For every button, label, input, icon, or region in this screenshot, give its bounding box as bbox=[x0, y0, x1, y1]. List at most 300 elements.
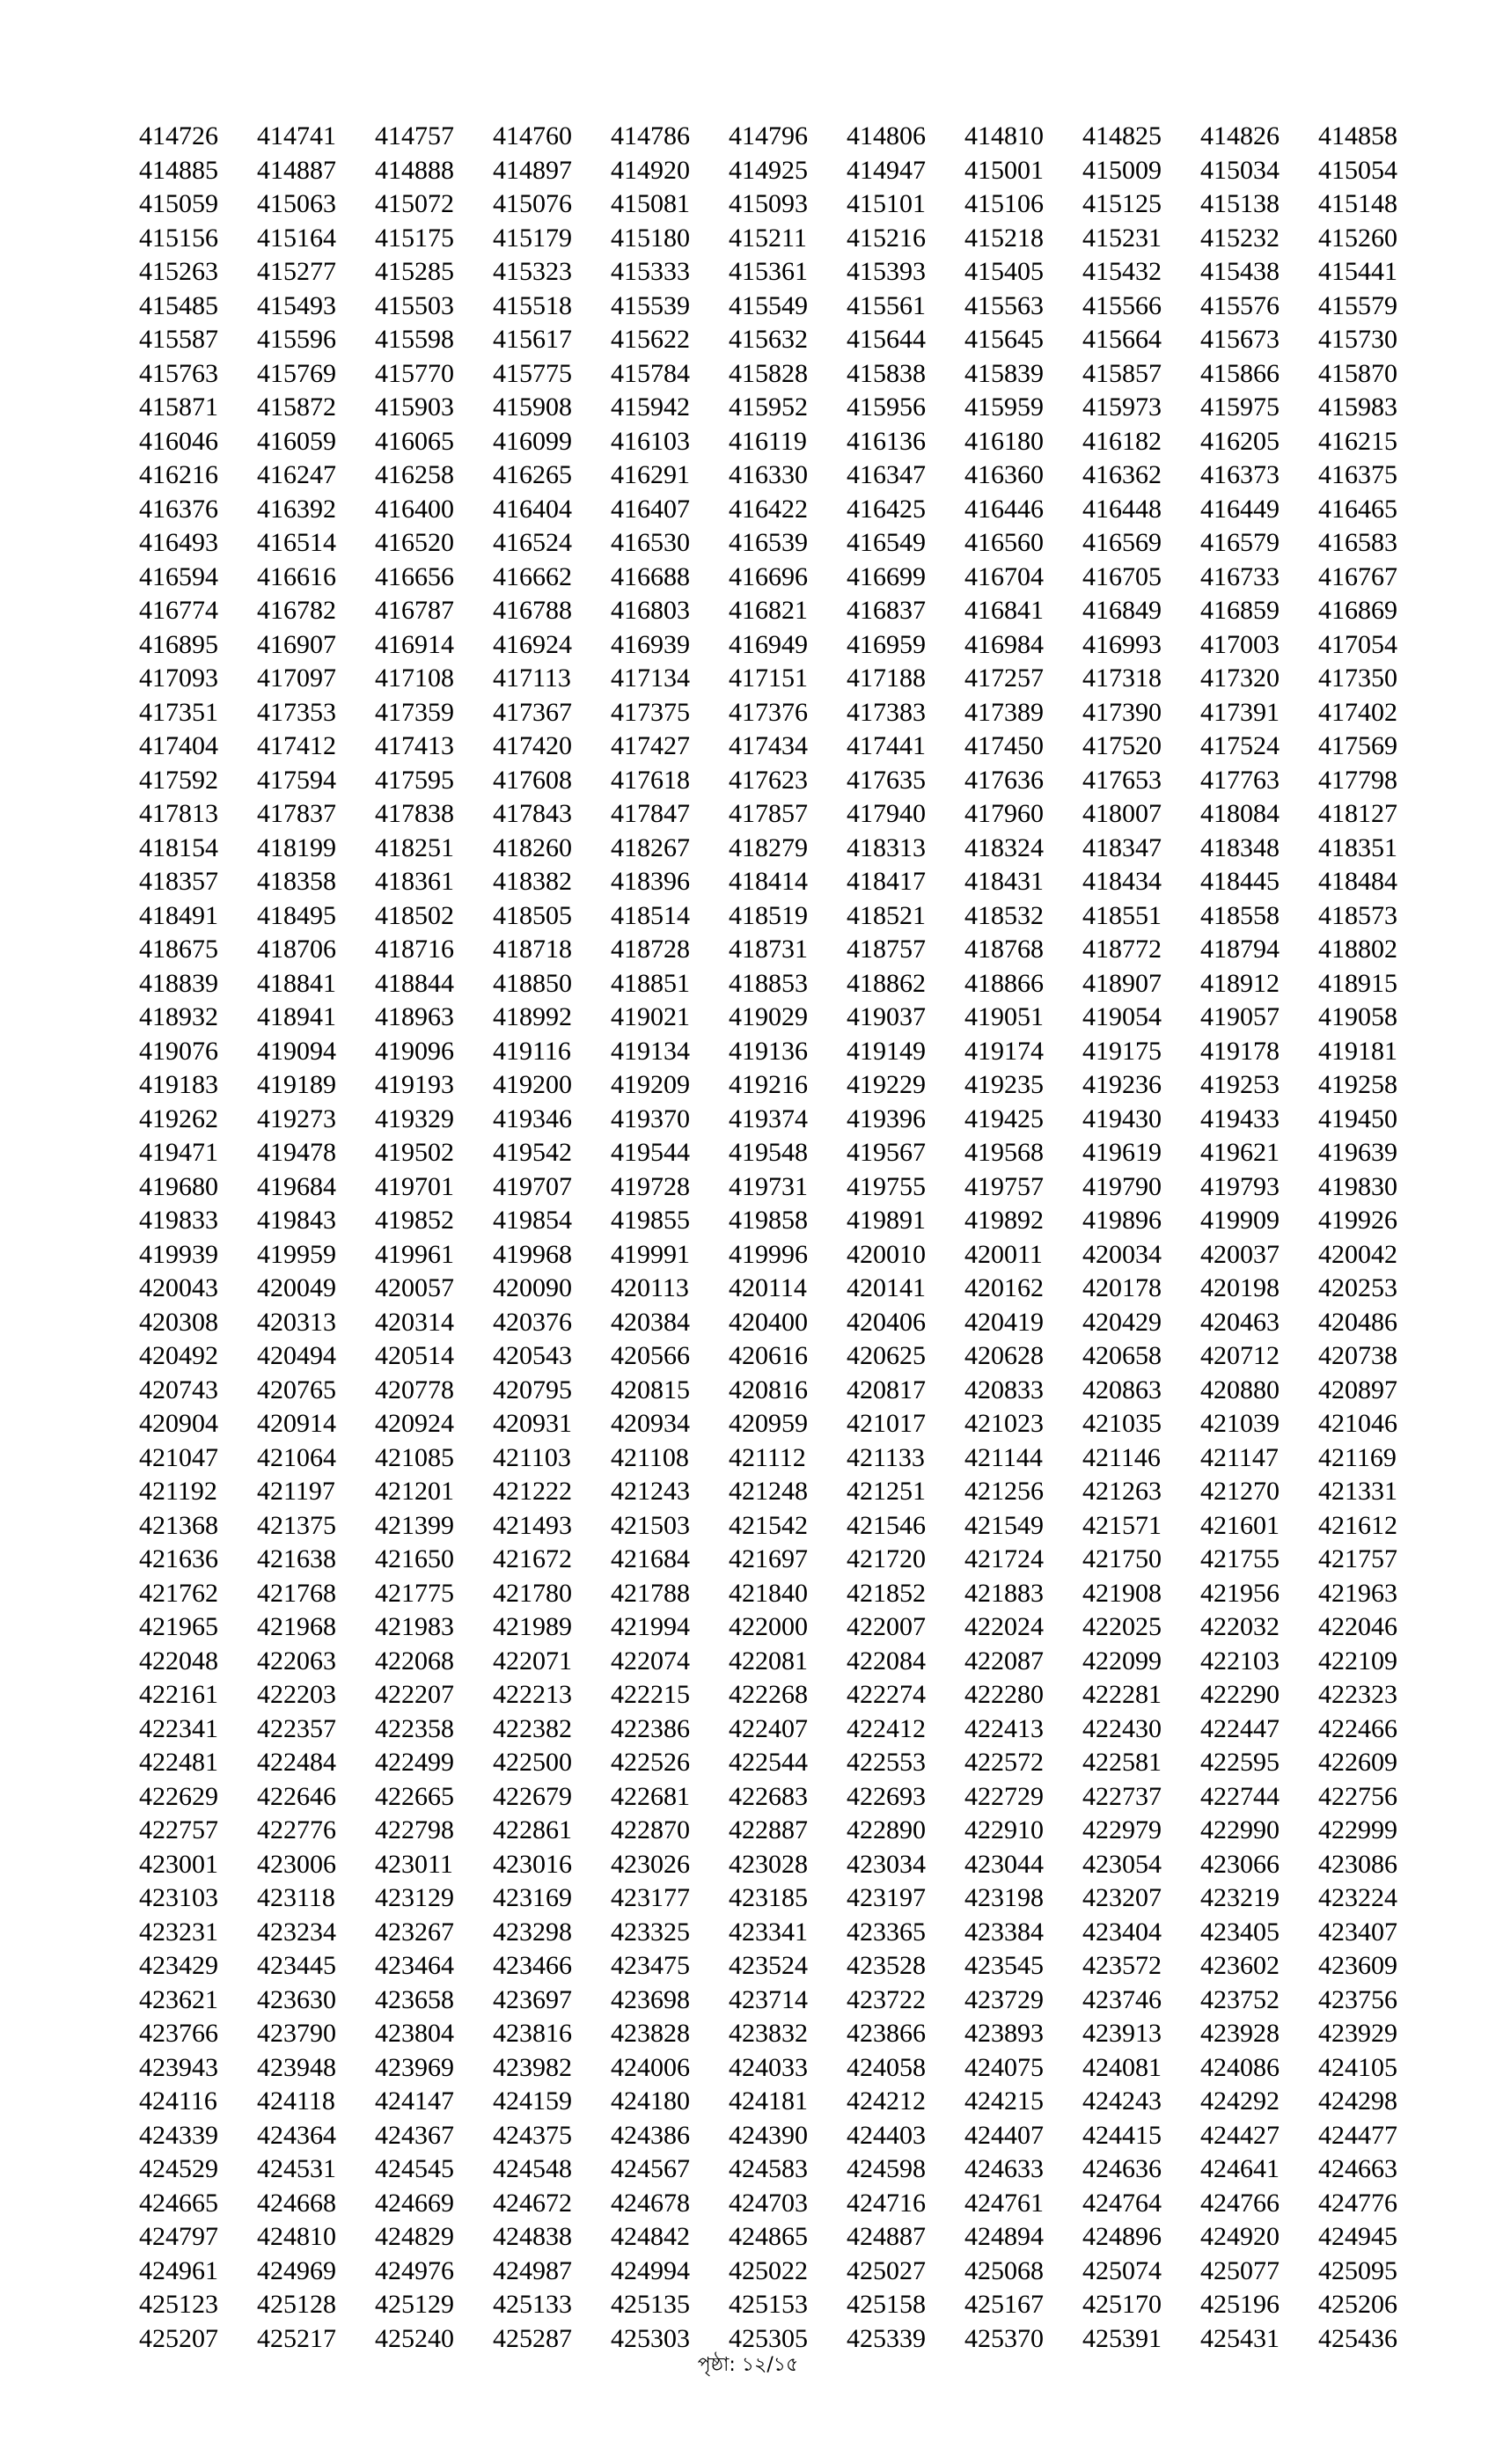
roll-number: 414885 bbox=[139, 155, 218, 185]
roll-number: 420037 bbox=[1200, 1239, 1280, 1269]
roll-number: 423185 bbox=[729, 1883, 808, 1912]
roll-number: 420253 bbox=[1318, 1273, 1397, 1302]
roll-number: 418912 bbox=[1200, 968, 1280, 998]
roll-number: 417108 bbox=[375, 664, 454, 693]
roll-number: 419755 bbox=[847, 1171, 926, 1201]
roll-number: 417054 bbox=[1318, 629, 1397, 659]
roll-number: 419996 bbox=[729, 1239, 808, 1269]
roll-number: 415125 bbox=[1082, 189, 1162, 218]
roll-number: 424829 bbox=[375, 2222, 454, 2251]
roll-number: 416407 bbox=[611, 494, 690, 524]
roll-number: 422386 bbox=[611, 1713, 690, 1743]
roll-number: 417636 bbox=[964, 765, 1044, 795]
roll-number: 422290 bbox=[1200, 1680, 1280, 1709]
roll-number: 415076 bbox=[493, 189, 572, 218]
roll-number: 425240 bbox=[375, 2323, 454, 2353]
roll-number: 419253 bbox=[1200, 1070, 1280, 1099]
roll-number: 418127 bbox=[1318, 799, 1397, 828]
roll-number: 421542 bbox=[729, 1510, 808, 1540]
roll-number: 416216 bbox=[139, 460, 218, 489]
roll-number: 419057 bbox=[1200, 1002, 1280, 1031]
roll-number: 420543 bbox=[493, 1341, 572, 1370]
roll-number: 424407 bbox=[964, 2120, 1044, 2150]
roll-number: 416392 bbox=[257, 494, 336, 524]
roll-number: 419175 bbox=[1082, 1036, 1162, 1066]
roll-number: 421672 bbox=[493, 1544, 572, 1573]
roll-number: 415956 bbox=[847, 392, 926, 422]
roll-number: 420658 bbox=[1082, 1341, 1162, 1370]
page-number-footer: পৃষ্ঠা: ১২/১৫ bbox=[697, 2354, 799, 2376]
roll-number: 416099 bbox=[493, 426, 572, 456]
roll-number: 418505 bbox=[493, 900, 572, 930]
roll-number: 420114 bbox=[729, 1273, 807, 1302]
roll-number: 422679 bbox=[493, 1781, 572, 1811]
roll-number: 417857 bbox=[729, 799, 808, 828]
roll-number: 425339 bbox=[847, 2323, 926, 2353]
roll-number: 422358 bbox=[375, 1713, 454, 1743]
roll-number: 416530 bbox=[611, 528, 690, 557]
roll-number: 416662 bbox=[493, 561, 572, 591]
roll-number: 419959 bbox=[257, 1239, 336, 1269]
roll-number: 424427 bbox=[1200, 2120, 1280, 2150]
roll-number: 423929 bbox=[1318, 2019, 1397, 2048]
roll-number: 417940 bbox=[847, 799, 926, 828]
roll-number: 420778 bbox=[375, 1375, 454, 1404]
roll-number: 420162 bbox=[964, 1273, 1044, 1302]
roll-number: 418839 bbox=[139, 968, 218, 998]
roll-number: 419136 bbox=[729, 1036, 808, 1066]
roll-number: 421197 bbox=[257, 1477, 335, 1506]
roll-number: 421638 bbox=[257, 1544, 336, 1573]
roll-number: 416103 bbox=[611, 426, 690, 456]
roll-number: 424764 bbox=[1082, 2188, 1162, 2218]
roll-number: 416821 bbox=[729, 596, 808, 625]
roll-number: 422466 bbox=[1318, 1713, 1397, 1743]
roll-number: 416375 bbox=[1318, 460, 1397, 489]
roll-number: 418851 bbox=[611, 968, 690, 998]
roll-number: 419793 bbox=[1200, 1171, 1280, 1201]
roll-number: 424118 bbox=[257, 2086, 335, 2116]
roll-number: 416774 bbox=[139, 596, 218, 625]
roll-number: 424147 bbox=[375, 2086, 454, 2116]
roll-number: 418794 bbox=[1200, 935, 1280, 964]
roll-number: 416136 bbox=[847, 426, 926, 456]
roll-number: 417113 bbox=[493, 664, 571, 693]
roll-number: 423219 bbox=[1200, 1883, 1280, 1912]
roll-number: 423129 bbox=[375, 1883, 454, 1912]
roll-number: 416993 bbox=[1082, 629, 1162, 659]
roll-number: 422215 bbox=[611, 1680, 690, 1709]
roll-number: 415179 bbox=[493, 223, 572, 253]
roll-number: 421989 bbox=[493, 1612, 572, 1641]
roll-number: 422357 bbox=[257, 1713, 336, 1743]
roll-number: 414947 bbox=[847, 155, 926, 185]
roll-number: 420924 bbox=[375, 1409, 454, 1438]
roll-number: 420419 bbox=[964, 1307, 1044, 1337]
roll-number: 419200 bbox=[493, 1070, 572, 1099]
roll-number: 417420 bbox=[493, 731, 572, 760]
roll-number: 425135 bbox=[611, 2290, 690, 2319]
roll-number: 418772 bbox=[1082, 935, 1162, 964]
roll-number: 417441 bbox=[847, 731, 926, 760]
roll-number: 416258 bbox=[375, 460, 454, 489]
roll-number: 418519 bbox=[729, 900, 808, 930]
roll-number: 424116 bbox=[139, 2086, 217, 2116]
roll-number: 416247 bbox=[257, 460, 336, 489]
roll-number: 419209 bbox=[611, 1070, 690, 1099]
roll-number: 423969 bbox=[375, 2052, 454, 2082]
roll-number: 416449 bbox=[1200, 494, 1280, 524]
roll-number: 417402 bbox=[1318, 697, 1397, 727]
roll-number: 422572 bbox=[964, 1748, 1044, 1777]
roll-number: 415232 bbox=[1200, 223, 1280, 253]
roll-number: 415872 bbox=[257, 392, 336, 422]
roll-number: 424865 bbox=[729, 2222, 808, 2251]
roll-number: 424641 bbox=[1200, 2154, 1280, 2183]
roll-number: 421147 bbox=[1200, 1442, 1279, 1472]
roll-number: 418357 bbox=[139, 867, 218, 896]
roll-number: 423267 bbox=[375, 1917, 454, 1947]
roll-number: 416215 bbox=[1318, 426, 1397, 456]
roll-number: 419149 bbox=[847, 1036, 926, 1066]
roll-number: 419909 bbox=[1200, 1206, 1280, 1235]
roll-number: 423197 bbox=[847, 1883, 926, 1912]
roll-number: 415001 bbox=[964, 155, 1044, 185]
roll-number: 420384 bbox=[611, 1307, 690, 1337]
roll-number: 421757 bbox=[1318, 1544, 1397, 1573]
roll-number: 425077 bbox=[1200, 2255, 1280, 2285]
roll-number: 415405 bbox=[964, 257, 1044, 286]
roll-number: 422646 bbox=[257, 1781, 336, 1811]
roll-number: 414897 bbox=[493, 155, 572, 185]
roll-number: 423118 bbox=[257, 1883, 335, 1912]
roll-number: 421493 bbox=[493, 1510, 572, 1540]
roll-number: 418417 bbox=[847, 867, 926, 896]
roll-number: 415644 bbox=[847, 325, 926, 354]
roll-number: 423948 bbox=[257, 2052, 336, 2082]
roll-number: 424920 bbox=[1200, 2222, 1280, 2251]
roll-number: 415866 bbox=[1200, 358, 1280, 388]
roll-number: 418514 bbox=[611, 900, 690, 930]
roll-number: 424086 bbox=[1200, 2052, 1280, 2082]
roll-number: 418850 bbox=[493, 968, 572, 998]
roll-number: 422744 bbox=[1200, 1781, 1280, 1811]
roll-number: 419731 bbox=[729, 1171, 808, 1201]
roll-number: 419939 bbox=[139, 1239, 218, 1269]
roll-number: 415148 bbox=[1318, 189, 1397, 218]
roll-number: 425158 bbox=[847, 2290, 926, 2319]
roll-number: 415908 bbox=[493, 392, 572, 422]
roll-number: 421331 bbox=[1318, 1477, 1397, 1506]
roll-number: 419029 bbox=[729, 1002, 808, 1031]
roll-number: 421248 bbox=[729, 1477, 808, 1506]
roll-number: 423893 bbox=[964, 2019, 1044, 2048]
roll-number: 421601 bbox=[1200, 1510, 1280, 1540]
roll-number: 422032 bbox=[1200, 1612, 1280, 1641]
roll-number: 416539 bbox=[729, 528, 808, 557]
roll-number: 419961 bbox=[375, 1239, 454, 1269]
roll-number: 415775 bbox=[493, 358, 572, 388]
roll-number: 414796 bbox=[729, 121, 808, 150]
roll-number: 423729 bbox=[964, 1984, 1044, 2014]
roll-number: 419229 bbox=[847, 1070, 926, 1099]
roll-number: 418084 bbox=[1200, 799, 1280, 828]
roll-number: 424386 bbox=[611, 2120, 690, 2150]
roll-number: 423866 bbox=[847, 2019, 926, 2048]
roll-number: 423001 bbox=[139, 1849, 218, 1879]
roll-number: 418768 bbox=[964, 935, 1044, 964]
roll-number: 417353 bbox=[257, 697, 336, 727]
roll-number: 416803 bbox=[611, 596, 690, 625]
roll-number: 419396 bbox=[847, 1104, 926, 1133]
roll-number: 417434 bbox=[729, 731, 808, 760]
roll-number: 416869 bbox=[1318, 596, 1397, 625]
roll-number: 415393 bbox=[847, 257, 926, 286]
roll-number: 421251 bbox=[847, 1477, 926, 1506]
roll-number: 420011 bbox=[964, 1239, 1043, 1269]
roll-number: 416787 bbox=[375, 596, 454, 625]
roll-number: 424987 bbox=[493, 2255, 572, 2285]
roll-number: 415870 bbox=[1318, 358, 1397, 388]
roll-number: 421852 bbox=[847, 1578, 926, 1608]
roll-number: 416579 bbox=[1200, 528, 1280, 557]
roll-number: 422526 bbox=[611, 1748, 690, 1777]
roll-number: 419728 bbox=[611, 1171, 690, 1201]
roll-number: 424081 bbox=[1082, 2052, 1162, 2082]
roll-number: 418706 bbox=[257, 935, 336, 964]
roll-number: 416984 bbox=[964, 629, 1044, 659]
roll-number: 425027 bbox=[847, 2255, 926, 2285]
roll-number: 418932 bbox=[139, 1002, 218, 1031]
roll-number: 424894 bbox=[964, 2222, 1044, 2251]
roll-number: 416859 bbox=[1200, 596, 1280, 625]
roll-number: 417595 bbox=[375, 765, 454, 795]
roll-number: 414858 bbox=[1318, 121, 1397, 150]
roll-number: 420042 bbox=[1318, 1239, 1397, 1269]
roll-number: 418963 bbox=[375, 1002, 454, 1031]
roll-number: 415432 bbox=[1082, 257, 1162, 286]
roll-number: 417093 bbox=[139, 664, 218, 693]
roll-number: 418260 bbox=[493, 832, 572, 862]
roll-number: 419096 bbox=[375, 1036, 454, 1066]
roll-number: 420815 bbox=[611, 1375, 690, 1404]
roll-number: 416520 bbox=[375, 528, 454, 557]
roll-number: 420376 bbox=[493, 1307, 572, 1337]
roll-number: 422544 bbox=[729, 1748, 808, 1777]
roll-number: 422280 bbox=[964, 1680, 1044, 1709]
roll-number: 420486 bbox=[1318, 1307, 1397, 1337]
roll-number: 422609 bbox=[1318, 1748, 1397, 1777]
roll-number: 418199 bbox=[257, 832, 336, 862]
roll-number: 423169 bbox=[493, 1883, 572, 1912]
roll-number: 421775 bbox=[375, 1578, 454, 1608]
roll-number: 419094 bbox=[257, 1036, 336, 1066]
roll-number: 424075 bbox=[964, 2052, 1044, 2082]
roll-number: 425074 bbox=[1082, 2255, 1162, 2285]
roll-number: 422737 bbox=[1082, 1781, 1162, 1811]
roll-number: 419544 bbox=[611, 1138, 690, 1167]
roll-number: 424669 bbox=[375, 2188, 454, 2218]
roll-number: 417837 bbox=[257, 799, 336, 828]
roll-number: 423790 bbox=[257, 2019, 336, 2048]
roll-number: 421840 bbox=[729, 1578, 808, 1608]
roll-number: 421546 bbox=[847, 1510, 926, 1540]
roll-number: 415323 bbox=[493, 257, 572, 286]
roll-number: 424776 bbox=[1318, 2188, 1397, 2218]
roll-number: 419542 bbox=[493, 1138, 572, 1167]
roll-number: 417391 bbox=[1200, 697, 1280, 727]
roll-number: 422581 bbox=[1082, 1748, 1162, 1777]
roll-number: 419548 bbox=[729, 1138, 808, 1167]
roll-number: 424548 bbox=[493, 2154, 572, 2183]
roll-number: 421222 bbox=[493, 1477, 572, 1506]
roll-number: 418731 bbox=[729, 935, 808, 964]
roll-number: 417188 bbox=[847, 664, 926, 693]
roll-number: 422109 bbox=[1318, 1646, 1397, 1676]
roll-number: 422681 bbox=[611, 1781, 690, 1811]
roll-number: 418251 bbox=[375, 832, 454, 862]
roll-number: 421192 bbox=[139, 1477, 217, 1506]
roll-number: 423365 bbox=[847, 1917, 926, 1947]
roll-number: 418573 bbox=[1318, 900, 1397, 930]
roll-number: 422084 bbox=[847, 1646, 926, 1676]
roll-number: 421724 bbox=[964, 1544, 1044, 1573]
roll-number: 420628 bbox=[964, 1341, 1044, 1370]
roll-number: 417608 bbox=[493, 765, 572, 795]
roll-number: 415231 bbox=[1082, 223, 1162, 253]
roll-number: 415959 bbox=[964, 392, 1044, 422]
roll-number: 425217 bbox=[257, 2323, 336, 2353]
roll-number: 418431 bbox=[964, 867, 1044, 896]
roll-number: 418348 bbox=[1200, 832, 1280, 862]
roll-number: 425123 bbox=[139, 2290, 218, 2319]
roll-number: 424181 bbox=[729, 2086, 808, 2116]
roll-number: 417383 bbox=[847, 697, 926, 727]
roll-number: 418844 bbox=[375, 968, 454, 998]
roll-number: 421103 bbox=[493, 1442, 571, 1472]
roll-number: 422000 bbox=[729, 1612, 808, 1641]
roll-number: 419116 bbox=[493, 1036, 571, 1066]
roll-number: 416524 bbox=[493, 528, 572, 557]
roll-number: 424665 bbox=[139, 2188, 218, 2218]
roll-number: 419830 bbox=[1318, 1171, 1397, 1201]
roll-number: 415081 bbox=[611, 189, 690, 218]
roll-number: 424375 bbox=[493, 2120, 572, 2150]
roll-number: 415518 bbox=[493, 290, 572, 320]
roll-number: 417653 bbox=[1082, 765, 1162, 795]
roll-number: 422203 bbox=[257, 1680, 336, 1709]
roll-number: 421650 bbox=[375, 1544, 454, 1573]
roll-number: 416514 bbox=[257, 528, 336, 557]
roll-number: 421035 bbox=[1082, 1409, 1162, 1438]
roll-number: 418396 bbox=[611, 867, 690, 896]
roll-number: 420743 bbox=[139, 1375, 218, 1404]
roll-number: 423697 bbox=[493, 1984, 572, 2014]
roll-number: 415063 bbox=[257, 189, 336, 218]
roll-number: 419478 bbox=[257, 1138, 336, 1167]
roll-number: 422595 bbox=[1200, 1748, 1280, 1777]
roll-number: 420897 bbox=[1318, 1375, 1397, 1404]
roll-number: 419054 bbox=[1082, 1002, 1162, 1031]
roll-number: 424105 bbox=[1318, 2052, 1397, 2082]
roll-number: 421263 bbox=[1082, 1477, 1162, 1506]
roll-number: 424006 bbox=[611, 2052, 690, 2082]
roll-number: 417097 bbox=[257, 664, 336, 693]
roll-number: 422407 bbox=[729, 1713, 808, 1743]
roll-number: 420712 bbox=[1200, 1341, 1280, 1370]
roll-number: 415180 bbox=[611, 223, 690, 253]
roll-number: 416688 bbox=[611, 561, 690, 591]
roll-number: 416767 bbox=[1318, 561, 1397, 591]
roll-number: 424033 bbox=[729, 2052, 808, 2082]
roll-number: 423234 bbox=[257, 1917, 336, 1947]
roll-number: 422081 bbox=[729, 1646, 808, 1676]
roll-number: 423621 bbox=[139, 1984, 218, 2014]
roll-number: 415576 bbox=[1200, 290, 1280, 320]
roll-number: 419701 bbox=[375, 1171, 454, 1201]
roll-number: 420429 bbox=[1082, 1307, 1162, 1337]
roll-number: 416549 bbox=[847, 528, 926, 557]
roll-number: 417413 bbox=[375, 731, 454, 760]
roll-number: 416493 bbox=[139, 528, 218, 557]
roll-number: 416119 bbox=[729, 426, 807, 456]
roll-number: 417375 bbox=[611, 697, 690, 727]
roll-number: 418491 bbox=[139, 900, 218, 930]
roll-number: 422447 bbox=[1200, 1713, 1280, 1743]
roll-number: 422087 bbox=[964, 1646, 1044, 1676]
roll-number: 422046 bbox=[1318, 1612, 1397, 1641]
roll-number: 417003 bbox=[1200, 629, 1280, 659]
roll-number: 423746 bbox=[1082, 1984, 1162, 2014]
roll-number: 419216 bbox=[729, 1070, 808, 1099]
roll-number: 417427 bbox=[611, 731, 690, 760]
roll-number: 415983 bbox=[1318, 392, 1397, 422]
roll-number: 416362 bbox=[1082, 460, 1162, 489]
roll-number: 417412 bbox=[257, 731, 336, 760]
roll-number: 423524 bbox=[729, 1951, 808, 1980]
roll-number: 415106 bbox=[964, 189, 1044, 218]
roll-number: 416291 bbox=[611, 460, 690, 489]
roll-number: 419076 bbox=[139, 1036, 218, 1066]
roll-number: 422103 bbox=[1200, 1646, 1280, 1676]
roll-number: 415054 bbox=[1318, 155, 1397, 185]
roll-number: 417257 bbox=[964, 664, 1044, 693]
roll-number: 421243 bbox=[611, 1477, 690, 1506]
roll-number: 420914 bbox=[257, 1409, 336, 1438]
roll-number: 414825 bbox=[1082, 121, 1162, 150]
roll-number: 423044 bbox=[964, 1849, 1044, 1879]
roll-number: 422274 bbox=[847, 1680, 926, 1709]
roll-number: 424887 bbox=[847, 2222, 926, 2251]
roll-number: 416914 bbox=[375, 629, 454, 659]
roll-number: 417569 bbox=[1318, 731, 1397, 760]
roll-number: 419189 bbox=[257, 1070, 336, 1099]
roll-number: 421636 bbox=[139, 1544, 218, 1573]
roll-number: 415563 bbox=[964, 290, 1044, 320]
roll-number: 423828 bbox=[611, 2019, 690, 2048]
roll-number: 420566 bbox=[611, 1341, 690, 1370]
roll-number: 425287 bbox=[493, 2323, 572, 2353]
roll-number: 417623 bbox=[729, 765, 808, 795]
roll-number: 423913 bbox=[1082, 2019, 1162, 2048]
roll-number: 423026 bbox=[611, 1849, 690, 1879]
roll-number: 415645 bbox=[964, 325, 1044, 354]
roll-number: 421883 bbox=[964, 1578, 1044, 1608]
roll-number: 414925 bbox=[729, 155, 808, 185]
roll-number: 416180 bbox=[964, 426, 1044, 456]
roll-number: 424567 bbox=[611, 2154, 690, 2183]
roll-number: 420765 bbox=[257, 1375, 336, 1404]
